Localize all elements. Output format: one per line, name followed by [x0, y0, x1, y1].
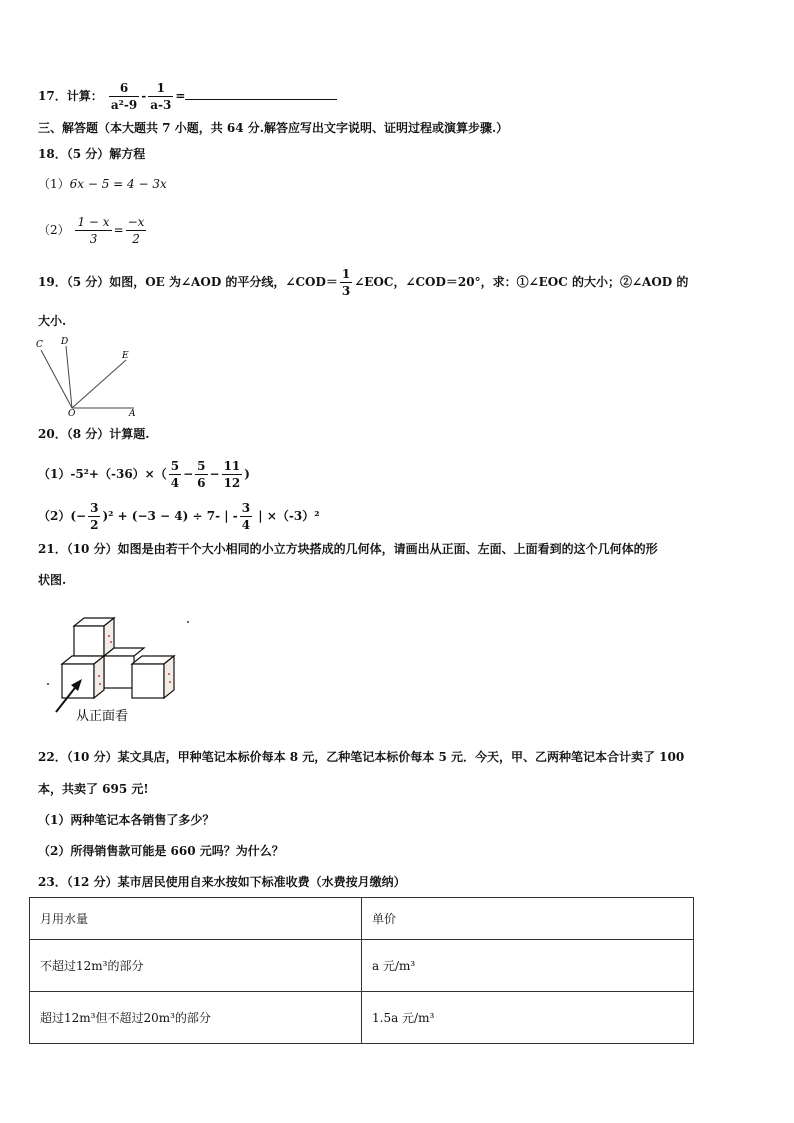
cube-figure: [40, 612, 200, 727]
q20-fraction-2: $\frac{5}{6}$: [197, 459, 206, 490]
question-21-line-2: 状图.: [38, 573, 67, 587]
question-22-line-1: 22．（10 分）某文具店，甲种笔记本标价每本 8 元，乙种笔记本标价每本 5 元．今天，甲、乙两种笔记本合计卖了 100: [38, 750, 685, 764]
label-A: A: [129, 409, 136, 418]
table-row: [30, 940, 694, 992]
table-header-row: [30, 898, 694, 940]
table-cell: 1.5a 元/m³: [362, 992, 694, 1044]
q20-fraction-1: $\frac{5}{4}$: [170, 459, 180, 490]
table-header: 单价: [362, 898, 694, 940]
question-22-part-1: （1）两种笔记本各销售了多少？: [38, 813, 215, 827]
front-view-label: 从正面看: [76, 709, 129, 724]
table-cell: a 元/m³: [362, 940, 694, 992]
q20-fraction-5: $\frac{3}{4}$: [241, 501, 251, 532]
question-18-part-2: （2） $\frac{1 - x}{3}$ = $\frac{-x}{2}$: [38, 215, 145, 246]
question-21-line-1: 21．（10 分）如图是由若干个大小相同的小立方块搭成的几何体，请画出从正面、左面、上面看到的这个几何体的形: [38, 542, 658, 556]
q17-label: 17．计算：: [38, 89, 103, 103]
question-22-part-2: （2）所得销售款可能是 660 元吗？为什么？: [38, 844, 284, 858]
question-17: 17．计算： $\frac{6}{\text{a²-9}}$ - $\frac{1}{a-3}$ =: [38, 80, 337, 113]
q18-right-fraction: $\frac{-x}{2}$: [127, 215, 145, 246]
label-D: D: [61, 337, 69, 347]
q18-left-fraction: $\frac{1 - x}{3}$: [77, 215, 110, 246]
answer-blank[interactable]: [185, 87, 337, 100]
q19-fraction: $\frac{1}{3}$: [341, 267, 351, 298]
question-23-title: 23．（12 分）某市居民使用自来水按如下标准收费（水费按月缴纳）: [38, 875, 406, 889]
label-E: E: [122, 351, 129, 361]
q20-fraction-3: $\frac{11}{12}$: [223, 459, 241, 490]
q17-fraction-1: $\frac{6}{\text{a²-9}}$: [110, 81, 138, 112]
question-18-title: 18．（5 分）解方程: [38, 147, 146, 161]
table-cell: 超过12m³但不超过20m³的部分: [30, 992, 362, 1044]
table-row: [30, 992, 694, 1044]
angle-figure: [30, 334, 145, 418]
label-O: O: [68, 409, 76, 418]
question-19-line-2: 大小.: [38, 314, 67, 328]
table-header: 月用水量: [30, 898, 362, 940]
question-19-line-1: 19．（5 分）如图，OE 为∠AOD 的平分线，∠COD＝ $\frac{1}{3}$ ∠EOC，∠COD＝20°，求：①∠EOC 的大小；②∠AOD 的: [38, 267, 689, 298]
water-price-table: [29, 897, 694, 1044]
question-20-part-2: （2）(− $\frac{3}{2}$ )² + (−3 − 4) ÷ 7- | - $\frac{3}{4}$ | ×（-3）²: [38, 501, 320, 532]
section-title: 三、解答题（本大题共 7 小题，共 64 分.解答应写出文字说明、证明过程或演算步骤.）: [38, 121, 509, 135]
q17-fraction-2: $\frac{1}{a-3}$: [150, 81, 172, 112]
question-20-title: 20．（8 分）计算题.: [38, 427, 150, 441]
question-20-part-1: （1）-5²+（-36）×（ $\frac{5}{4}$ − $\frac{5}{6}$ − $\frac{11}{12}$ ): [38, 459, 250, 490]
table-cell: 不超过12m³的部分: [30, 940, 362, 992]
q20-fraction-4: $\frac{3}{2}$: [90, 501, 99, 532]
question-18-part-1: （1）6x − 5 = 4 − 3x: [38, 177, 167, 191]
label-C: C: [36, 340, 43, 350]
ray-OE: [72, 360, 126, 408]
question-22-line-2: 本，共卖了 695 元!: [38, 782, 149, 796]
